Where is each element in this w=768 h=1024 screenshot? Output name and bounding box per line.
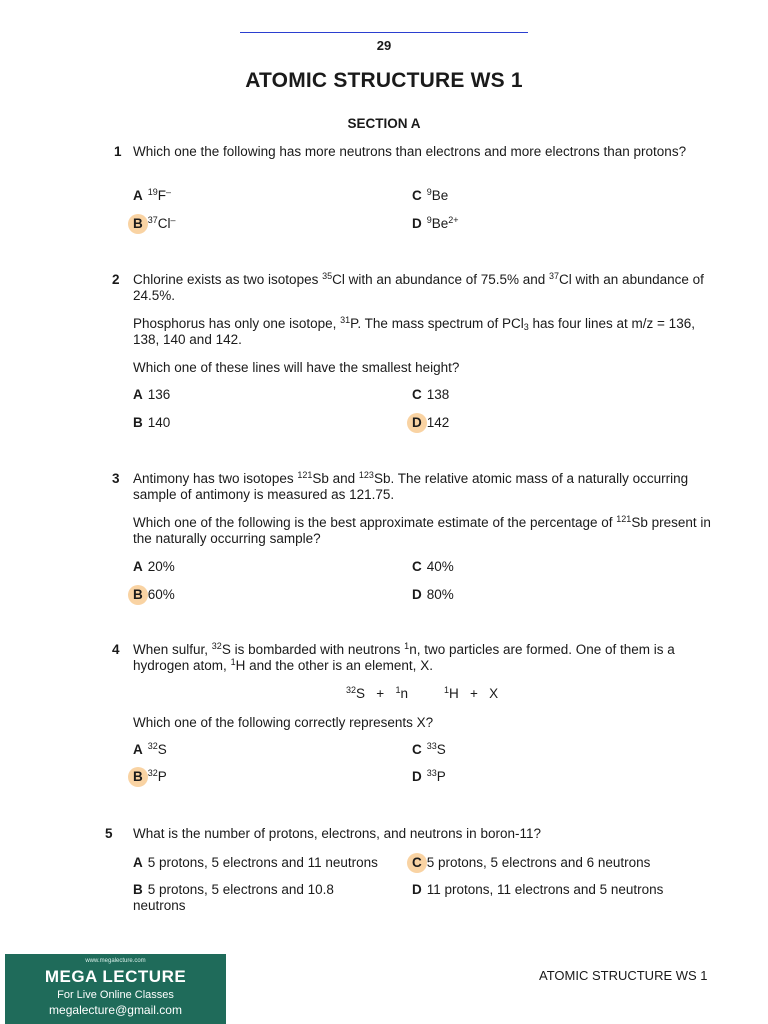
q2-option-d[interactable]: D 142 — [412, 415, 450, 430]
logo-email: megalecture@gmail.com — [49, 1003, 182, 1017]
answer-highlight: B — [133, 587, 143, 602]
answer-highlight: C — [412, 855, 422, 870]
q2-text: Chlorine exists as two isotopes $^{35}$Cl with an abundance of 75.5% and $^{37}$Cl with an abundance of 24.5%. — [133, 271, 704, 303]
q1-option-b[interactable]: B $^{37}$Cl– — [133, 215, 176, 231]
answer-highlight: B — [133, 216, 143, 231]
q2-option-b[interactable]: B 140 — [133, 415, 171, 430]
q1-option-a[interactable]: A $^{19}$F– — [133, 187, 172, 203]
q4-number: 4 — [112, 642, 120, 657]
q4-question: Which one of the following correctly represents X? — [133, 715, 434, 730]
logo-url: www.megalecture.com — [85, 958, 146, 964]
q4-equation: $^{32}$S + $^1$n $^1$H + X — [346, 685, 499, 701]
logo-brand: MEGA LECTURE — [44, 967, 187, 986]
q5-number: 5 — [105, 826, 113, 841]
logo-tagline: For Live Online Classes — [57, 989, 174, 1001]
q5-option-b[interactable]: B 5 protons, 5 electrons and 10.8 neutrons — [133, 882, 334, 913]
q5-text: What is the number of protons, electrons, and neutrons in boron-11? — [133, 826, 541, 841]
q2-option-a[interactable]: A 136 — [133, 387, 171, 402]
footer-title: ATOMIC STRUCTURE WS 1 — [539, 968, 708, 983]
q3-number: 3 — [112, 471, 120, 486]
q3-option-c[interactable]: C 40% — [412, 559, 454, 574]
answer-highlight: B — [133, 769, 143, 784]
q2-number: 2 — [112, 272, 120, 287]
q3-option-a[interactable]: A 20% — [133, 559, 175, 574]
page-number: 29 — [376, 38, 392, 53]
q1-number: 1 — [114, 144, 122, 159]
q5-option-a[interactable]: A 5 protons, 5 electrons and 11 neutrons — [133, 855, 378, 870]
q2-question: Which one of these lines will have the smallest height? — [133, 360, 460, 375]
q2-option-c[interactable]: C 138 — [412, 387, 450, 402]
q3-question: Which one of the following is the best approximate estimate of the percentage of $^{121}$Sb present in the naturally occurring sample? — [133, 514, 711, 546]
q4-option-d[interactable]: D $^{33}$P — [412, 768, 446, 784]
q2-phosphorus-text: Phosphorus has only one isotope, $^{31}$P. The mass spectrum of PCl$_3$ has four lines at m/z = 136, 138, 140 and 142. — [133, 315, 695, 347]
q3-text: Antimony has two isotopes $^{121}$Sb and $^{123}$Sb. The relative atomic mass of a naturally occurring sample of antimony is measured as 121.75. — [133, 470, 689, 502]
q1-option-c[interactable]: C $^9$Be — [412, 187, 449, 203]
header-rule — [240, 32, 528, 33]
q4-option-a[interactable]: A $^{32}$S — [133, 741, 167, 757]
q4-option-b[interactable]: B $^{32}$P — [133, 768, 167, 784]
mega-lecture-logo — [5, 954, 226, 1024]
answer-highlight: D — [412, 415, 422, 430]
q3-option-d[interactable]: D 80% — [412, 587, 454, 602]
q1-option-d[interactable]: D $^9Be^{2+}$ — [412, 215, 459, 231]
q4-text: When sulfur, $^{32}$S is bombarded with neutrons $^1$n, two particles are formed. One of them is a hydrogen atom, $^1$H and the other is an element, X. — [133, 641, 675, 673]
q5-option-d[interactable]: D 11 protons, 11 electrons and 5 neutrons — [412, 882, 664, 897]
q3-option-b[interactable]: B 60% — [133, 587, 175, 602]
q1-text: Which one the following has more neutrons than electrons and more electrons than protons? — [133, 144, 687, 159]
q5-option-c[interactable]: C 5 protons, 5 electrons and 6 neutrons — [412, 855, 651, 870]
page-title: ATOMIC STRUCTURE WS 1 — [245, 69, 523, 92]
q4-option-c[interactable]: C $^{33}$S — [412, 741, 446, 757]
section-heading: SECTION A — [347, 116, 421, 131]
